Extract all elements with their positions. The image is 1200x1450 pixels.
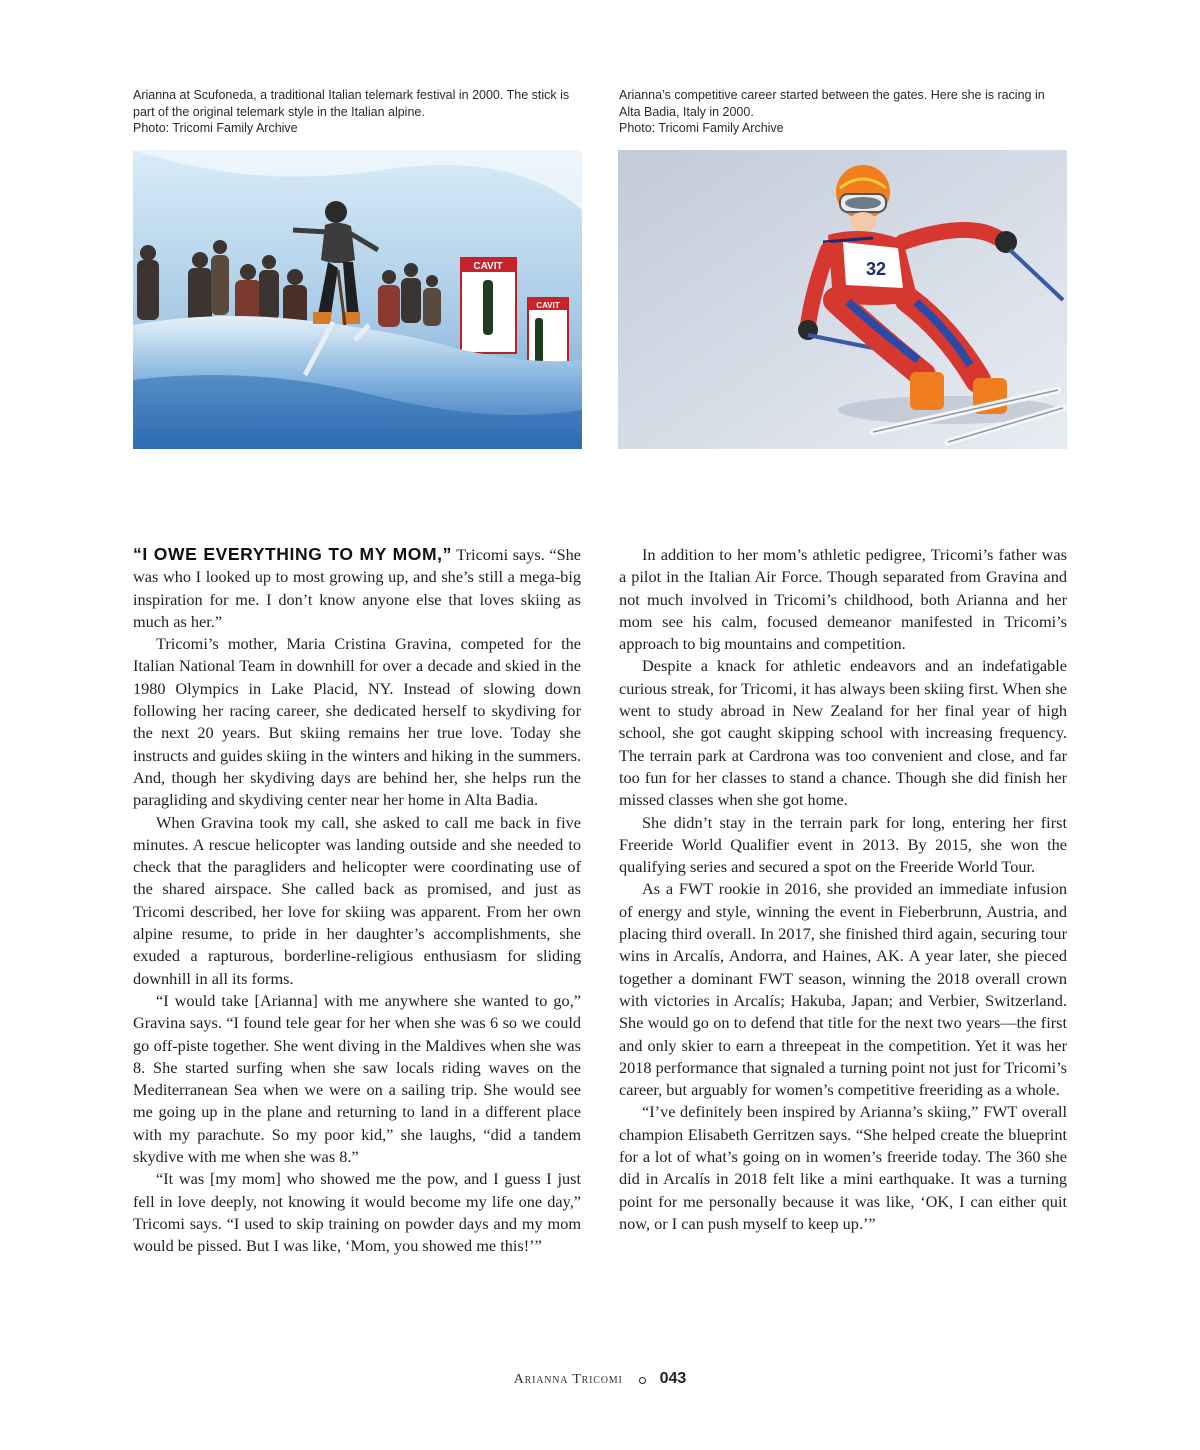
article-paragraph: When Gravina took my call, she asked to call me back in five minutes. A rescue helicopter was landing outside and she needed to check that the paragliders and helicopter were coordinating use of the shared airspace. She called back as promised, and just as Tricomi described, her love for skiing was apparent. From her own alpine resume, to pride in her daughter’s accomplishments, she exuded a rapturous, borderline-religious enthusiasm for sliding downhill in all its forms. — [133, 812, 581, 988]
article-paragraph: Despite a knack for athletic endeavors and an indefatigable curious streak, for Tricomi, it has always been skiing first. When she went to study abroad in New Zealand for her final year of high school, she got caught skipping school with increasing frequency. The terrain park at Cardrona was too convenient and close, and far too fun for her classes to stand a chance. Though she did finish her missed classes when she got home. — [619, 656, 1067, 810]
lead-quote: “I OWE EVERYTHING TO MY MOM,” — [133, 544, 452, 564]
caption-text: Arianna at Scufoneda, a traditional Italian telemark festival in 2000. The stick is part of the original telemark style in the Italian alpine. — [133, 88, 570, 119]
ski-race-photo — [618, 150, 1067, 449]
article-column-right — [619, 544, 1067, 1235]
article-paragraph: As a FWT rookie in 2016, she provided an immediate infusion of energy and style, winning the event in Fieberbrunn, Austria, and placing third overall. In 2017, she finished third again, securing tour wins in Arcalís, Andorra, and Haines, AK. A year later, she pieced together a dominant FWT season, winning the 2018 overall crown with victories in Arcalís; Hakuba, Japan; and Verbier, Switzerland. She would go on to defend that title for the next two years—the first and only skier to earn a threepeat in the competition. Yet it was her 2018 performance that signaled a turning point not just for Tricomi’s career, but arguably for women’s competitive freeriding as a whole. — [619, 879, 1067, 1100]
circle-dot-icon — [639, 1377, 646, 1384]
article-paragraph: “I would take [Arianna] with me anywhere she wanted to go,” Gravina says. “I found tele gear for her when she was 6 so we could go off-piste together. She went diving in the Maldives when she was 8. She started surfing when she saw locals riding waves on the Mediterranean Sea when we were on a sailing trip. She would see me going up in the plane and returning to land in a different place with my parachute. So my poor kid,” she laughs, “did a tandem skydive with me when she was 8.” — [133, 990, 581, 1167]
article-paragraph: She didn’t stay in the terrain park for long, entering her first Freeride World Qualifier event in 2013. By 2015, she won the qualifying series and secured a spot on the Freeride World Tour. — [619, 812, 1067, 877]
telemark-festival-photo — [133, 150, 582, 449]
paragraph-text: Tricomi says. “She was who I looked up to most growing up, and she’s still a mega-big inspiration for me. I don’t know anyone else that loves skiing as much as her.” — [133, 545, 581, 631]
page-number: 043 — [659, 1370, 687, 1387]
ski-racer-photo — [618, 150, 1067, 449]
article-paragraph — [133, 543, 581, 633]
article-paragraph: Tricomi’s mother, Maria Cristina Gravina, competed for the Italian National Team in downhill for over a decade and skied in the 1980 Olympics in Lake Placid, NY. Instead of slowing down following her racing career, she dedicated herself to skydiving for the next 20 years. But skiing remains her true love. Today she instructs and guides skiing in the winters and hiking in the summers. And, though her skydiving days are behind her, she helps run the paragliding and skydiving center near her home in Alta Badia. — [133, 634, 581, 810]
article-paragraph: “It was [my mom] who showed me the pow, and I guess I just fell in love deeply, not knowing it would become my life one day,” Tricomi says. “I used to skip training on powder days and my mom would be pissed. But I was like, ‘Mom, you showed me this!’” — [133, 1169, 581, 1256]
svg-text:32: 32 — [865, 259, 887, 279]
page-footer — [0, 1370, 1200, 1388]
article-column-left — [133, 543, 581, 1258]
caption-credit: Photo: Tricomi Family Archive — [619, 121, 784, 135]
caption-credit: Photo: Tricomi Family Archive — [133, 121, 298, 135]
svg-text:CAVIT: CAVIT — [473, 261, 503, 272]
photo-caption-right — [619, 87, 1067, 137]
article-paragraph: “I’ve definitely been inspired by Arianna’s skiing,” FWT overall champion Elisabeth Gerritzen says. “She helped create the blueprint for a lot of what’s going on in women’s freeride today. The 360 she did in Arcalís in 2018 felt like a mini earthquake. It was a turning point for me personally because it was like, ‘OK, I can either quit now, or I can push myself to keep up.’” — [619, 1102, 1067, 1233]
svg-text:CAVIT: CAVIT — [536, 301, 560, 310]
telemark-skier-photo — [133, 150, 582, 449]
running-footer-name: Arianna Tricomi — [513, 1372, 623, 1387]
caption-text: Arianna’s competitive career started between the gates. Here she is racing in Alta Badia, Italy in 2000. — [619, 88, 1045, 119]
photo-caption-left — [133, 87, 581, 137]
article-paragraph: In addition to her mom’s athletic pedigree, Tricomi’s father was a pilot in the Italian Air Force. Though separated from Gravina and not much involved in Tricomi’s childhood, both Arianna and her mom see his calm, focused demeanor manifested in Tricomi’s approach to big mountains and competition. — [619, 545, 1067, 654]
